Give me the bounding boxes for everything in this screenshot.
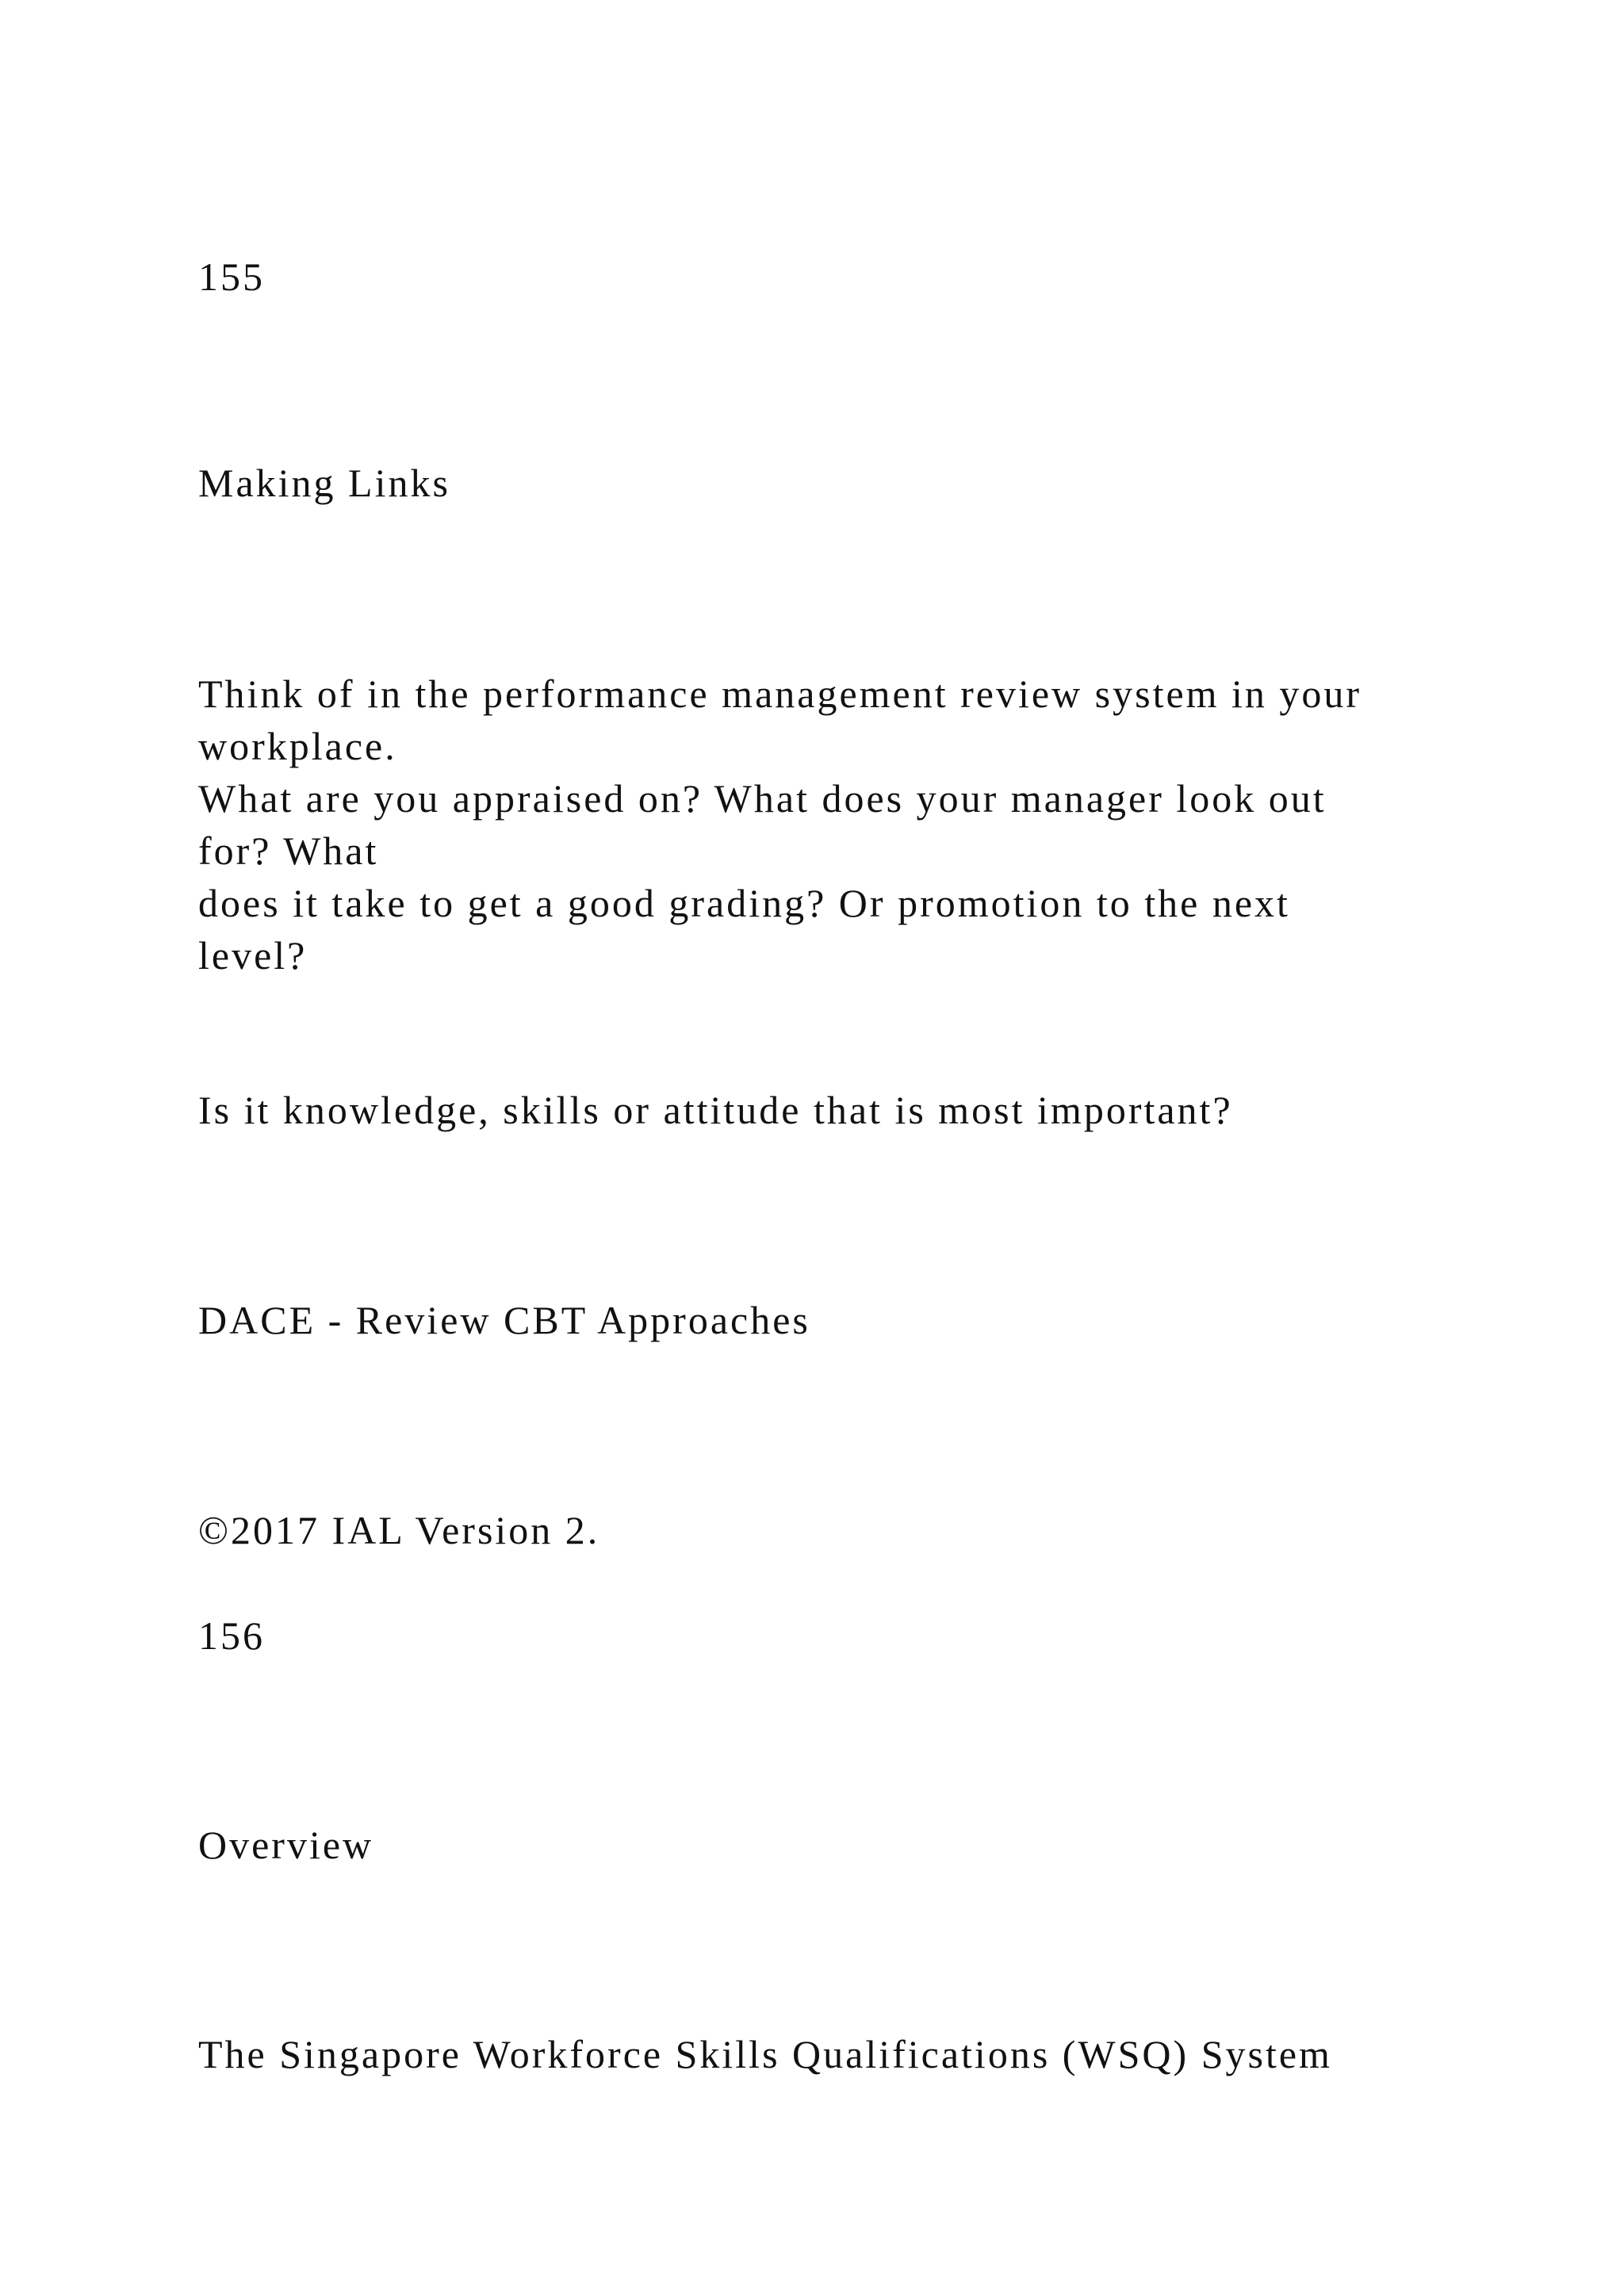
page-number: 156: [198, 1613, 265, 1658]
paragraph-line: workplace.: [198, 724, 397, 768]
page-number: 155: [198, 254, 265, 299]
paragraph-line: for? What: [198, 828, 379, 873]
question-text: Is it knowledge, skills or attitude that is most important?: [198, 1088, 1233, 1132]
section-heading: Overview: [198, 1823, 374, 1867]
footer-title: DACE - Review CBT Approaches: [198, 1298, 810, 1342]
copyright-text: ©2017 IAL Version 2.: [198, 1508, 600, 1552]
section-text: The Singapore Workforce Skills Qualifications (WSQ) System: [198, 2032, 1332, 2076]
paragraph-line: What are you appraised on? What does your manager look out: [198, 776, 1327, 821]
paragraph-line: level?: [198, 933, 308, 978]
section-heading: Making Links: [198, 461, 450, 505]
paragraph-line: Think of in the performance management review system in your: [198, 672, 1362, 716]
paragraph-line: does it take to get a good grading? Or promotion to the next: [198, 881, 1290, 925]
